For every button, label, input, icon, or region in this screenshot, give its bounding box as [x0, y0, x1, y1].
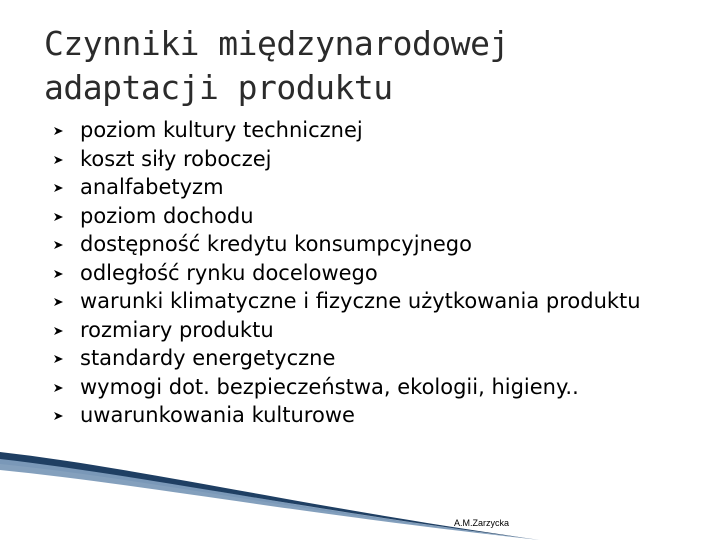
list-item-illiteracy [44, 173, 684, 202]
slide-title-line-1: Czynniki międzynarodowej [44, 24, 509, 63]
arrow-bullet-icon [54, 241, 63, 249]
slide-title [44, 22, 684, 110]
list-item-text: standardy energetyczne [80, 346, 336, 370]
list-item-text: poziom dochodu [80, 203, 254, 228]
arrow-bullet-icon [54, 213, 63, 221]
list-item-product-size [44, 316, 684, 345]
list-item-text: analfabetyzm [80, 175, 224, 199]
list-item-income-level [44, 202, 684, 231]
list-item-market-distance [44, 259, 684, 288]
list-item-consumer-credit [44, 230, 684, 259]
list-item-text: poziom kultury technicznej [80, 118, 363, 142]
arrow-bullet-icon [54, 384, 63, 392]
arrow-bullet-icon [54, 270, 63, 278]
arrow-bullet-icon [54, 412, 63, 420]
list-item-text: koszt siły roboczej [80, 146, 272, 171]
list-item-technical-culture [44, 116, 684, 145]
list-item-climate-conditions [44, 287, 684, 316]
list-item-cultural-conditions [44, 401, 684, 430]
slide-title-line-2: adaptacji produktu [44, 68, 393, 107]
arrow-bullet-icon [54, 127, 63, 135]
list-item-safety-requirements [44, 373, 684, 402]
arrow-bullet-icon [54, 184, 63, 192]
arrow-bullet-icon [54, 327, 63, 335]
list-item-labor-cost [44, 145, 684, 174]
factor-list [44, 116, 684, 430]
arrow-bullet-icon [54, 355, 63, 363]
arrow-bullet-icon [54, 298, 63, 306]
list-item-text: rozmiary produktu [80, 317, 274, 342]
list-item-text: warunki klimatyczne i fizyczne użytkowania produktu [80, 289, 641, 313]
list-item-text: wymogi dot. bezpieczeństwa, ekologii, higieny.. [80, 374, 579, 399]
list-item-text: dostępność kredytu konsumpcyjnego [80, 232, 472, 256]
list-item-text: odległość rynku docelowego [80, 260, 378, 285]
arrow-bullet-icon [54, 156, 63, 164]
list-item-text: uwarunkowania kulturowe [80, 403, 355, 427]
list-item-energy-standards [44, 344, 684, 373]
footer-author: A.M.Zarzycka [454, 518, 510, 528]
